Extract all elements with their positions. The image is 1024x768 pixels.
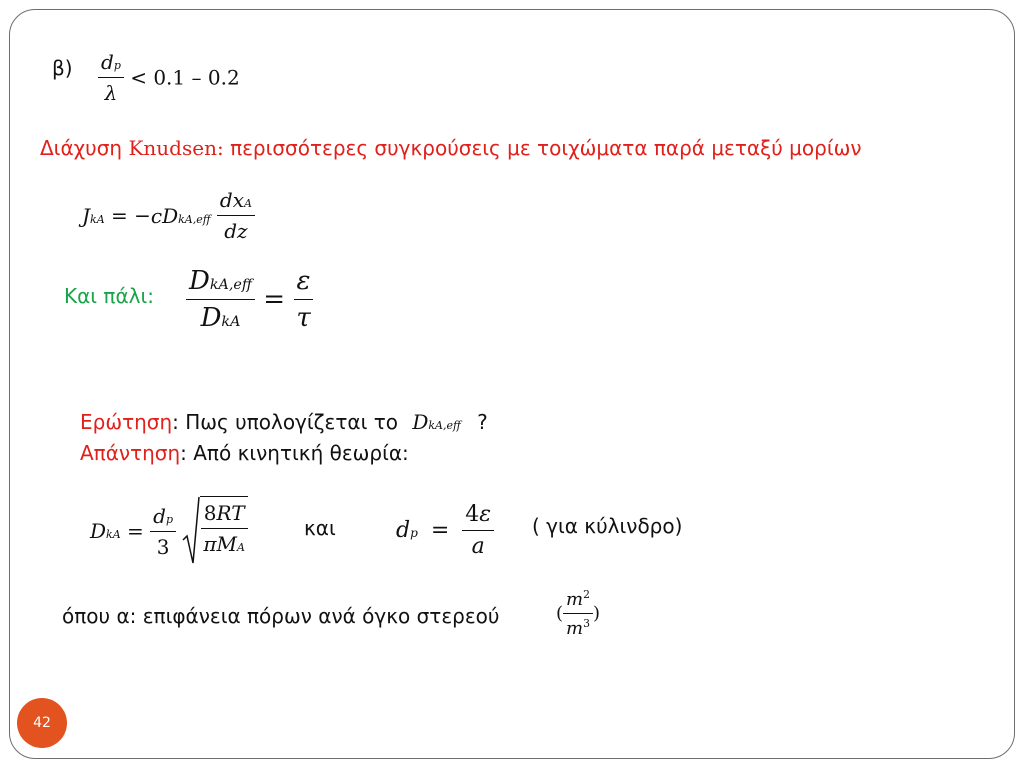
equation-effective-diffusivity: $\frac{\text{DkA,eff}}{\text{DkA}}$ = $\frac{\varepsilon}{\tau}$ [186, 266, 314, 333]
where-line: όπου α: επιφάνεια πόρων ανά όγκο στερεού [62, 604, 500, 628]
beta-label: β) [52, 56, 73, 80]
equation-dp-lambda: $\frac{dp}{\lambda}$ < 0.1 – 0.2 [98, 50, 240, 105]
again-label: Και πάλι: [64, 284, 154, 308]
units-m2-per-m3: ( $\frac{m^2}{m^3}$ ) [556, 588, 601, 639]
equation-knudsen-diffusivity: DkA = $\frac{dp}{3}$ $\frac{8RT}{\text{πMA}}$ [90, 496, 248, 566]
page-number-badge: 42 [17, 698, 67, 748]
slide-frame [9, 9, 1015, 759]
answer-line: Απάντηση: Από κινητική θεωρία: [80, 441, 409, 465]
knudsen-heading: Διάχυση Knudsen: περισσότερες συγκρούσεις με τοιχώματα παρά μεταξύ μορίων [40, 136, 862, 160]
sqrt-icon [182, 496, 200, 566]
and-word: και [304, 516, 336, 540]
question-line: Ερώτηση: Πως υπολογίζεται το DkA,eff ? [80, 410, 488, 434]
cylinder-note: ( για κύλινδρο) [532, 514, 683, 538]
equation-pore-diameter: dp = $\frac{4\varepsilon}{a}$ [396, 502, 494, 559]
equation-flux: JkA = −cDkA,eff $\frac{\text{dxA}}{dz}$ [82, 188, 255, 243]
